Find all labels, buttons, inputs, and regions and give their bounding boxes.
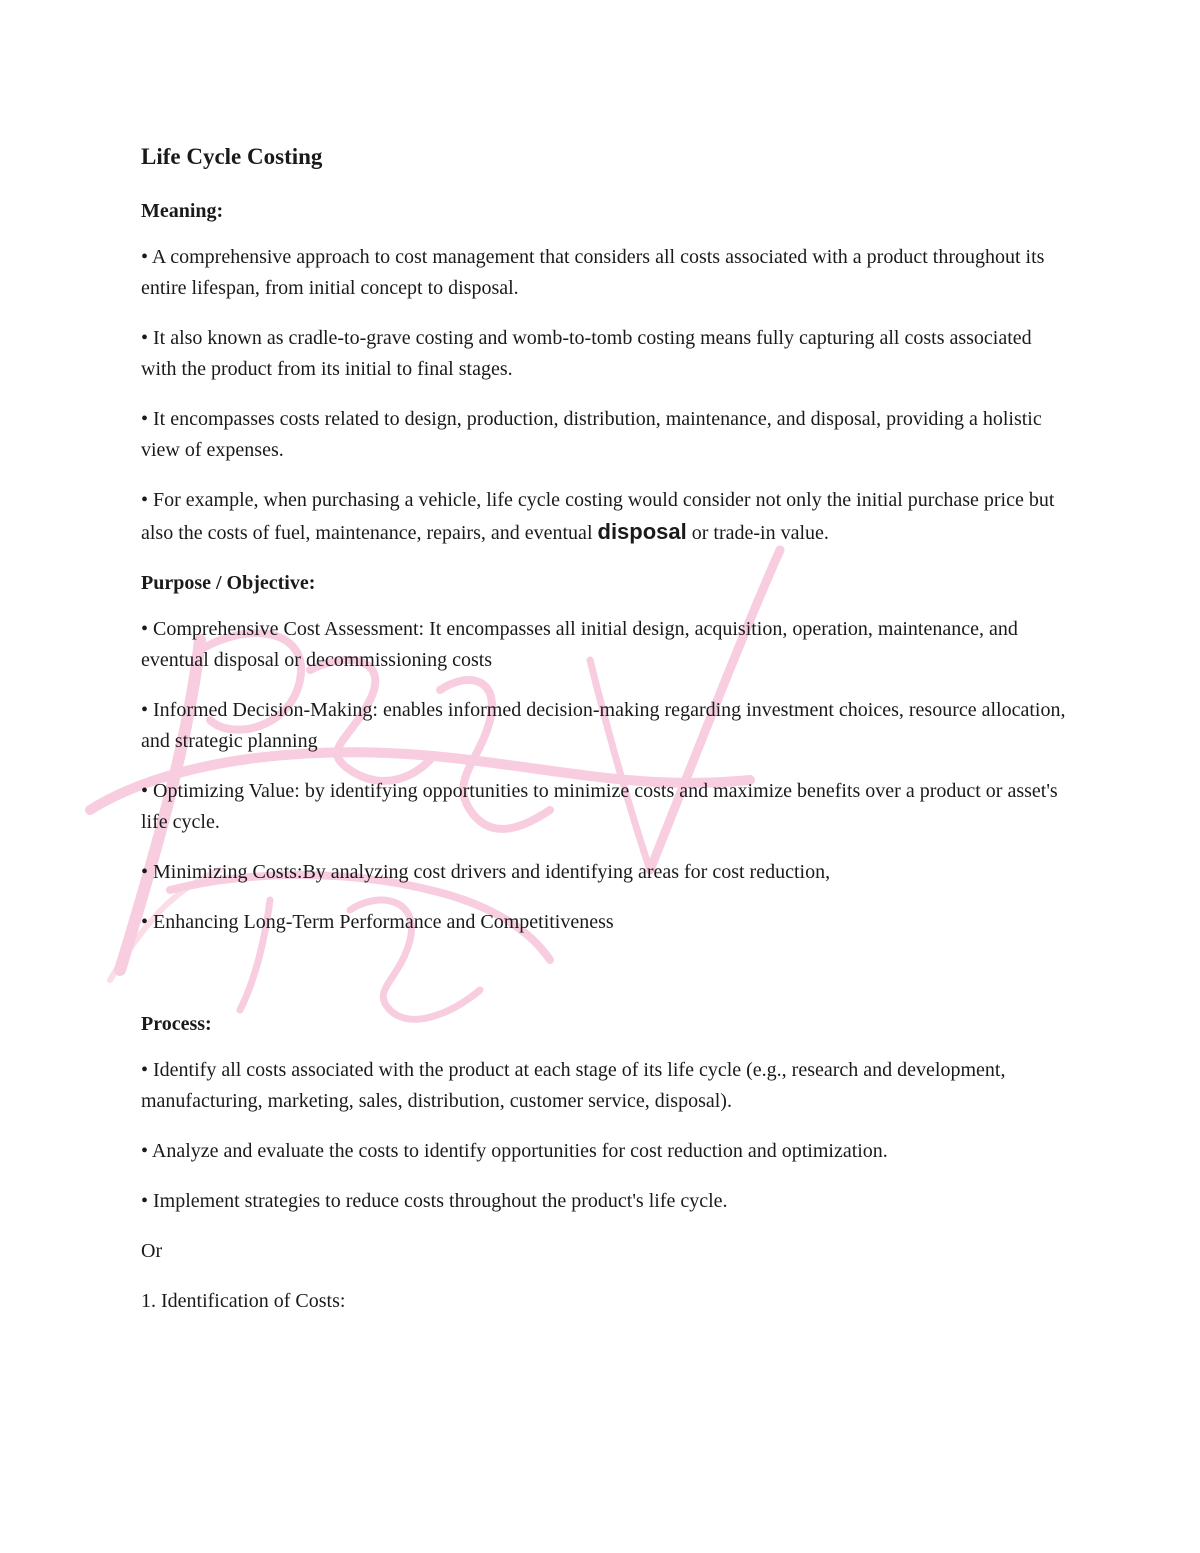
example-text-after: or trade-in value. [686,522,829,544]
document-page [141,140,1066,1336]
process-bullet: • Identify all costs associated with the product at each stage of its life cycle (e.g., research and development, manufacturing, marketing, sales, distribution, customer service, disposal). [141,1059,1006,1112]
purpose-bullet: • Informed Decision-Making: enables informed decision-making regarding investment choices, resource allocation, and strategic planning [141,699,1066,752]
example-text-before: • For example, when purchasing a vehicle, life cycle costing would consider not only the initial purchase price but also the costs of fuel, maintenance, repairs, and eventual [141,489,1055,544]
section-spacer [141,957,1066,1009]
process-bullet: • Analyze and evaluate the costs to identify opportunities for cost reduction and optimization. [141,1140,888,1162]
example-emphasis: disposal [597,519,687,544]
process-bullet: • Implement strategies to reduce costs throughout the product's life cycle. [141,1190,728,1212]
meaning-example [141,485,1066,549]
process-numbered-item: 1. Identification of Costs: [141,1290,346,1312]
document-title: Life Cycle Costing [141,144,323,169]
section-heading-process: Process: [141,1013,212,1035]
purpose-bullet: • Comprehensive Cost Assessment: It encompasses all initial design, acquisition, operation, maintenance, and eventual disposal or decommissioning costs [141,618,1018,671]
purpose-bullet: • Optimizing Value: by identifying opportunities to minimize costs and maximize benefits over a product or asset's life cycle. [141,780,1058,833]
meaning-bullet: • A comprehensive approach to cost management that considers all costs associated with a product throughout its entire lifespan, from initial concept to disposal. [141,246,1045,299]
meaning-bullet: • It encompasses costs related to design, production, distribution, maintenance, and disposal, providing a holistic view of expenses. [141,408,1042,461]
process-or-text: Or [141,1240,163,1262]
section-heading-purpose: Purpose / Objective: [141,572,316,594]
purpose-bullet: • Enhancing Long-Term Performance and Competitiveness [141,911,614,933]
meaning-bullet: • It also known as cradle-to-grave costing and womb-to-tomb costing means fully capturing all costs associated with the product from its initial to final stages. [141,327,1032,380]
section-heading-meaning: Meaning: [141,200,224,222]
purpose-bullet: • Minimizing Costs:By analyzing cost drivers and identifying areas for cost reduction, [141,861,831,883]
